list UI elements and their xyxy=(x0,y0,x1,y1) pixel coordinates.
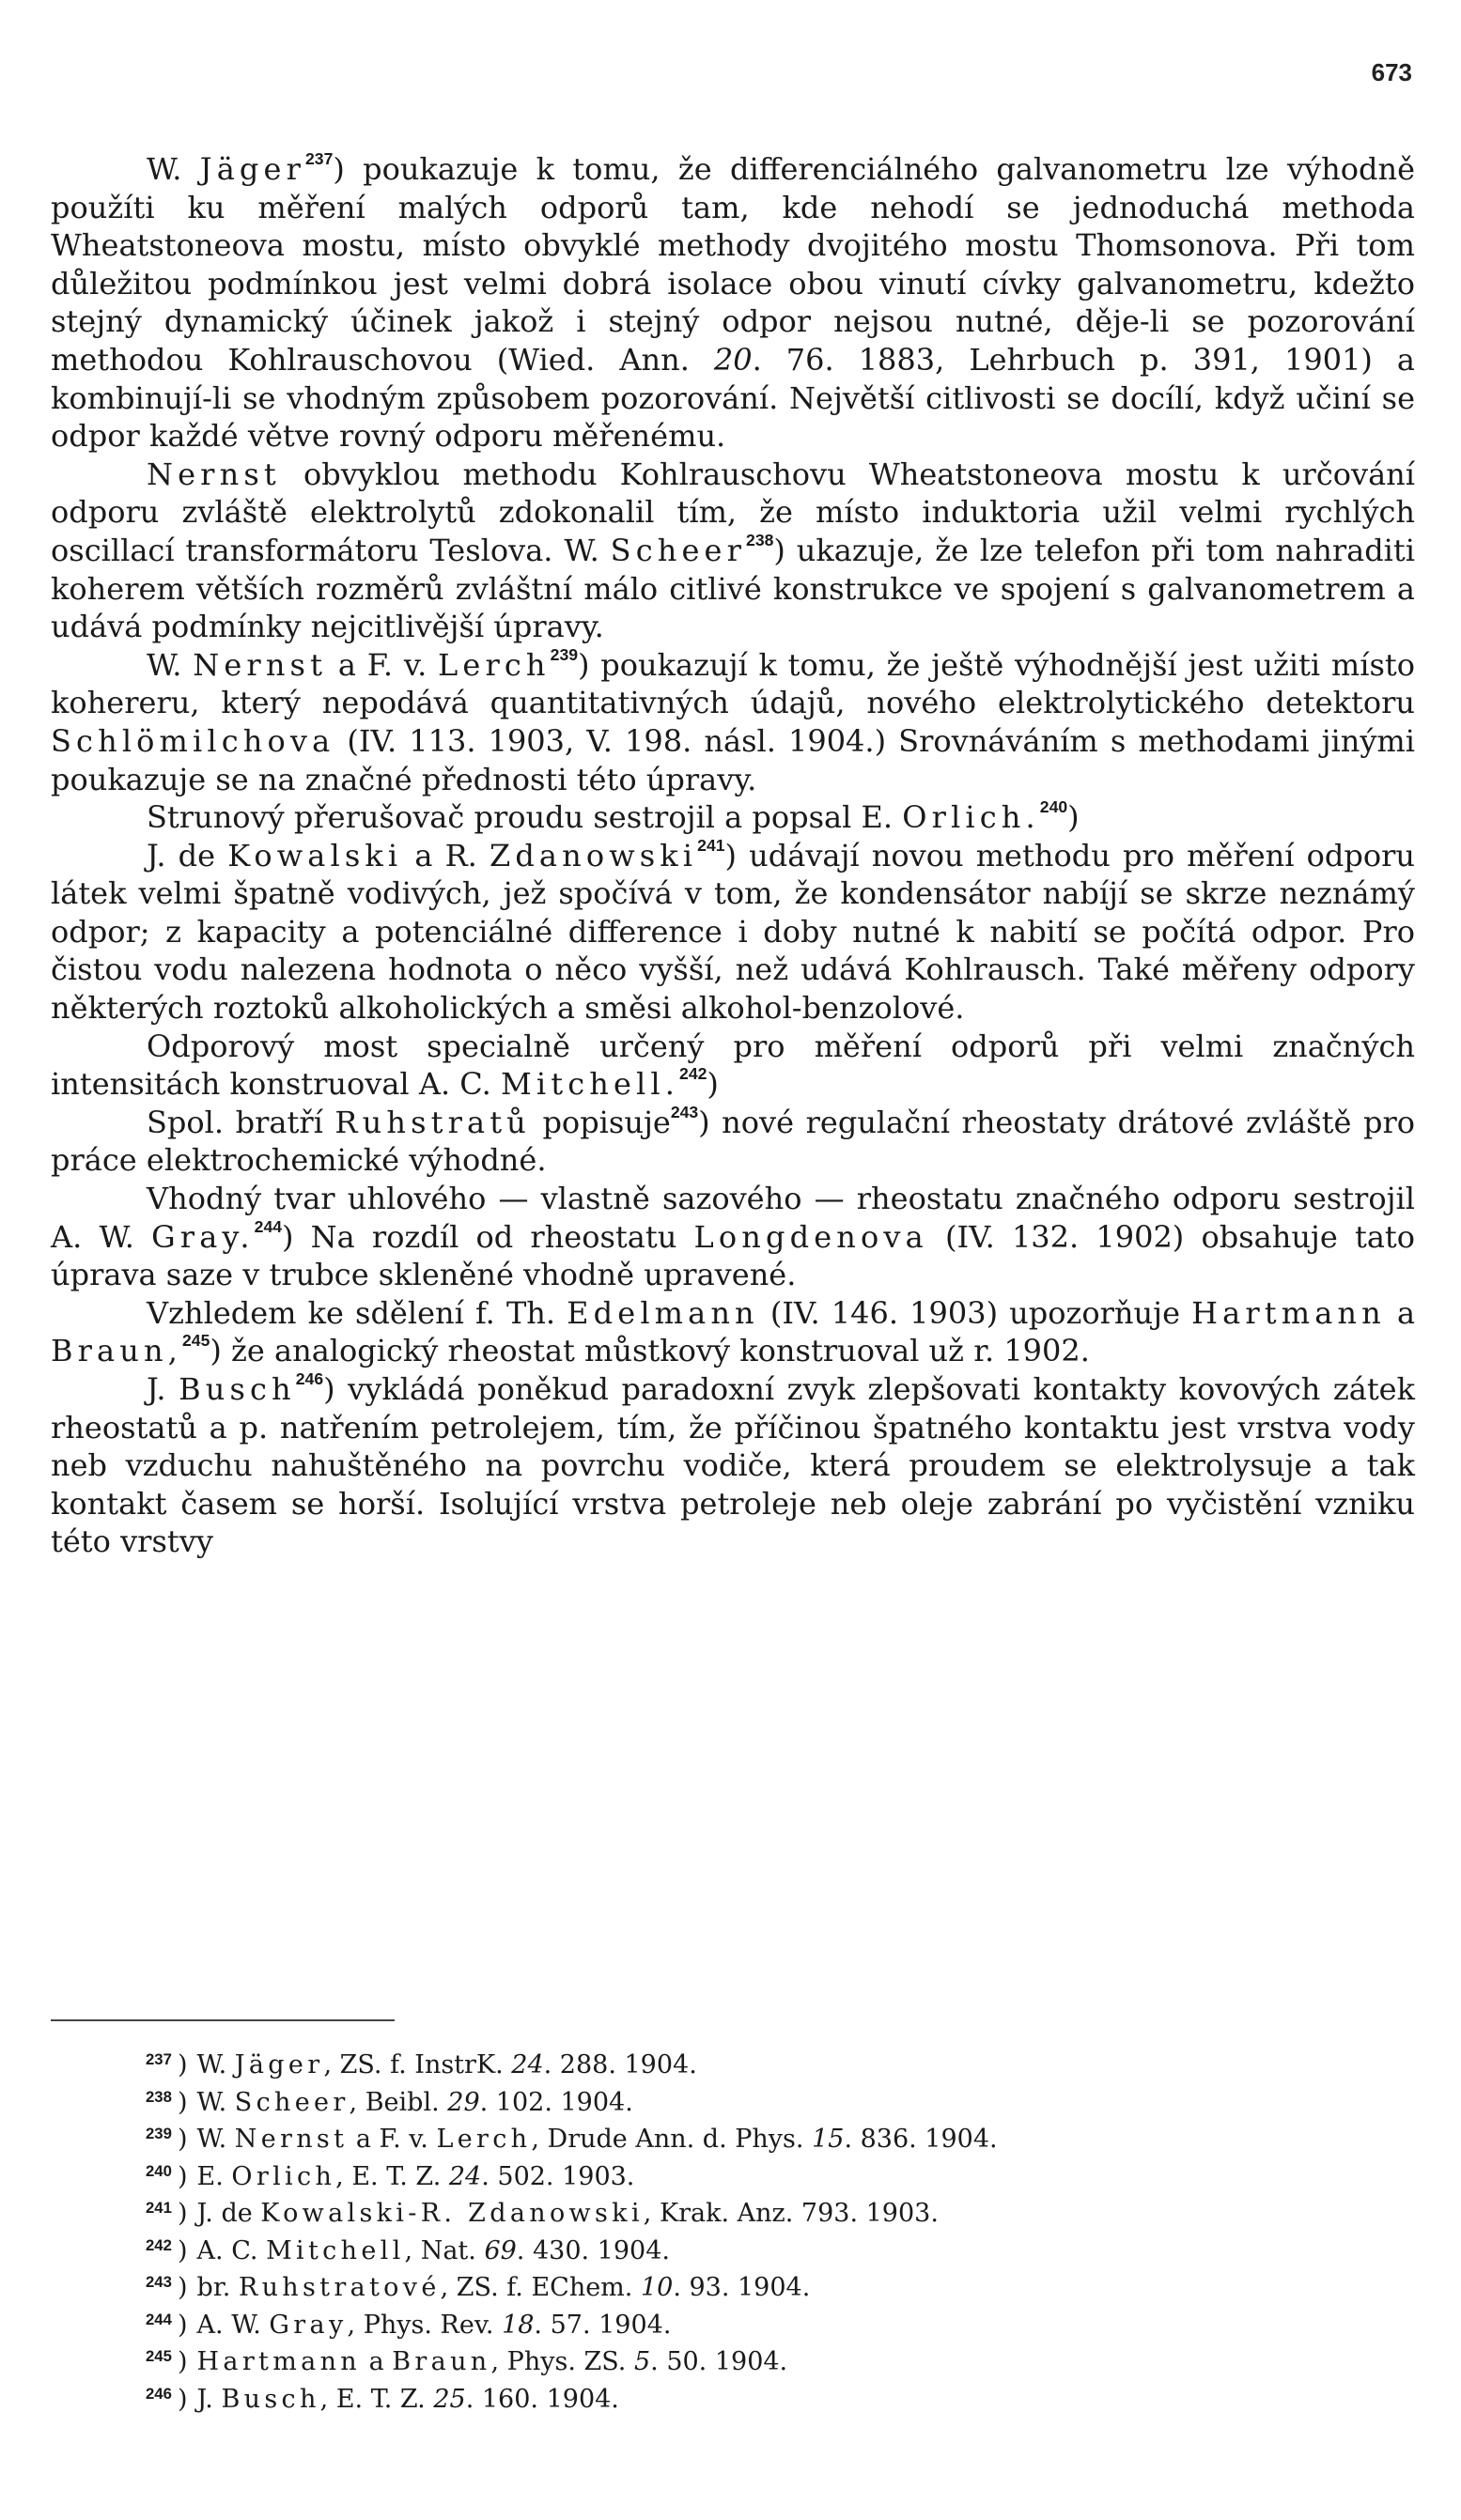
text-run: a R. xyxy=(402,837,490,873)
text-run: J. xyxy=(196,2384,222,2414)
text-run: A. C. xyxy=(196,2235,267,2265)
text-run: ) nové regulační rheostaty drátové zvláště pro práce elektrochemické výhodné. xyxy=(51,1104,1416,1179)
text-run: (IV. 146. 1903) upozorňuje xyxy=(758,1294,1192,1331)
volume-number: 29 xyxy=(447,2087,480,2117)
author-name: Gray. xyxy=(151,1218,255,1255)
paragraph xyxy=(51,837,1415,1028)
text-run: , Nat. xyxy=(404,2235,485,2265)
footnote-number: 242 xyxy=(146,2235,172,2254)
paragraph xyxy=(51,798,1415,837)
footnote-paren: ) xyxy=(178,2199,188,2229)
paragraph xyxy=(51,1028,1415,1104)
author-name: Kowalski-R. Zdanowski xyxy=(260,2199,644,2229)
text-run: Vzhledem ke sdělení f. Th. xyxy=(147,1294,567,1331)
footnote-number: 246 xyxy=(146,2384,172,2403)
author-name: Nernst xyxy=(193,646,328,683)
footnote-divider xyxy=(51,2019,395,2021)
text-run: ) poukazuje k tomu, že differenciálného galvanometru lze výhodně použíti ku měření malých odporů tam, kde nehodí se jednoduchá methoda Wheatstoneova mostu, místo obvyklé methody dvojitého mostu Thomsonova. Při tom důležitou podmínkou jest velmi dobrá isolace obou vinutí cívky galvanometru, kdežto stejný dynamický účinek jakož i stejný odpor nejsou nutné, děje-li se pozorování methodou Kohlrauschovou (Wied. Ann. xyxy=(51,151,1416,378)
footnote-number: 243 xyxy=(146,2273,172,2291)
footnote-paren: ) xyxy=(178,2087,188,2117)
author-name: Ruhstratové xyxy=(238,2273,441,2303)
footnote xyxy=(146,2378,1367,2416)
text-run: W. xyxy=(196,2050,235,2080)
footnote xyxy=(146,2230,1367,2267)
paragraph xyxy=(51,456,1415,646)
text-run: , Krak. Anz. 793. 1903. xyxy=(643,2199,939,2229)
author-name: Busch xyxy=(221,2384,320,2414)
text-run: , ZS. f. EChem. xyxy=(440,2273,641,2303)
text-run: Spol. bratří xyxy=(147,1104,335,1140)
author-name: Orlich. xyxy=(902,799,1040,836)
author-name: Hartmann xyxy=(196,2347,361,2377)
text-run: ) vykládá poněkud paradoxní zvyk zlepšovati kontakty kovových zátek rheostatů a p. natřením petrolejem, tím, že příčinou špatného kontaktu jest vrstva vody neb vzduchu nahuštěného na povrchu vodiče, která proudem se elektrolysuje a tak kontakt časem se horší. Isolující vrstva petroleje neb oleje zabrání po vyčistění vzniku této vrstvy xyxy=(51,1371,1416,1560)
footnote-reference[interactable]: 243 xyxy=(670,1103,699,1122)
author-name: Schlömilchova xyxy=(51,722,335,759)
author-name: Edelmann xyxy=(567,1294,759,1331)
author-name: Gray xyxy=(269,2310,348,2340)
paragraph xyxy=(51,1370,1415,1561)
text-run: , E. T. Z. xyxy=(319,2384,434,2414)
footnote xyxy=(146,2081,1367,2119)
text-run: (IV. 132. 1902) obsahuje tato úprava saze v trubce skleněné vhodně upravené. xyxy=(51,1218,1416,1293)
text-run: J. xyxy=(147,1371,179,1407)
volume-number: 24 xyxy=(511,2050,544,2080)
footnote xyxy=(146,2266,1367,2304)
author-name: Braun xyxy=(392,2347,491,2377)
text-run: A. W. xyxy=(196,2310,270,2340)
paragraph xyxy=(51,1294,1415,1370)
text-run: W. xyxy=(196,2087,235,2117)
text-run: W. xyxy=(147,646,194,683)
author-name: Longdenova xyxy=(693,1218,928,1255)
author-name: Busch xyxy=(179,1371,296,1407)
text-run: Vhodný tvar uhlového — vlastně sazového — rheostatu značného odporu sestrojil A. W. xyxy=(51,1181,1415,1255)
footnote-number: 239 xyxy=(146,2125,172,2142)
footnote-reference[interactable]: 244 xyxy=(254,1216,283,1236)
volume-number: 15 xyxy=(812,2125,845,2155)
footnote xyxy=(146,2192,1367,2230)
author-name: Lerch xyxy=(438,646,551,683)
text-run: . 93. 1904. xyxy=(673,2273,811,2303)
text-run: obvyklou methodu Kohlrauschovu Wheatstoneova mostu k určování odporu zvláště elektrolytů zdokonalil tím, že místo induktoria užil velmi rychlých oscillací transformátoru Teslova. W. xyxy=(51,456,1415,568)
text-run: W. xyxy=(147,151,200,187)
text-run: . 76. 1883, Lehrbuch p. 391, 1901) a kombinují-li se vhodným způsobem pozorování. Největší citlivosti se docílí, když učiní se odpor každé větve rovný odporu měřenému. xyxy=(51,341,1416,455)
footnote-paren: ) xyxy=(178,2310,188,2340)
text-run: . 160. 1904. xyxy=(465,2384,619,2414)
footnote-reference[interactable]: 245 xyxy=(182,1331,210,1351)
volume-number: 24 xyxy=(448,2161,482,2191)
footnote-reference[interactable]: 238 xyxy=(746,531,774,550)
paragraph xyxy=(51,150,1415,456)
text-run: ) Na rozdíl od rheostatu xyxy=(282,1218,694,1255)
volume-number: 10 xyxy=(640,2273,674,2303)
footnote-reference[interactable]: 237 xyxy=(305,149,334,169)
text-run: ) ukazuje, že lze telefon při tom nahraditi koherem větších rozměrů zvláštní málo citlivé konstrukce ve spojení s galvanometrem a udává podmínky nejcitlivější úpravy. xyxy=(51,532,1416,645)
volume-number: 18 xyxy=(502,2310,535,2340)
author-name: Mitchell xyxy=(266,2235,405,2265)
footnote-reference[interactable]: 242 xyxy=(679,1064,707,1084)
author-name: Nernst xyxy=(234,2125,349,2155)
footnote xyxy=(146,2341,1367,2378)
footnote-paren: ) xyxy=(178,2161,188,2191)
footnote-paren: ) xyxy=(178,2235,188,2265)
footnote-number: 238 xyxy=(146,2087,172,2106)
footnote xyxy=(146,2156,1367,2193)
author-name: Scheer xyxy=(610,532,747,568)
footnote-reference[interactable]: 239 xyxy=(550,644,579,664)
text-run: a F. v. xyxy=(327,646,439,683)
text-run: ) poukazují k tomu, že ještě výhodnější jest užiti místo kohereru, který nepodává quantitativných údajů, nového elektrolytického detektoru xyxy=(51,646,1416,721)
author-name: Jäger xyxy=(234,2050,324,2080)
text-run: ) xyxy=(707,1066,719,1103)
text-run: . 288. 1904. xyxy=(543,2050,697,2080)
text-run: . 430. 1904. xyxy=(516,2235,670,2265)
footnote-reference[interactable]: 240 xyxy=(1039,797,1068,817)
footnote xyxy=(146,2044,1367,2081)
text-run: , Phys. ZS. xyxy=(490,2347,634,2377)
text-run: . 836. 1904. xyxy=(844,2125,998,2155)
footnote-paren: ) xyxy=(178,2347,188,2377)
author-name: Lerch xyxy=(436,2125,532,2155)
text-run: . 502. 1903. xyxy=(481,2161,635,2191)
footnote xyxy=(146,2118,1367,2156)
text-run: . 102. 1904. xyxy=(479,2087,633,2117)
text-run: , ZS. f. InstrK. xyxy=(323,2050,512,2080)
text-run: , Phys. Rev. xyxy=(347,2310,503,2340)
author-name: Nernst xyxy=(147,456,281,492)
text-run: Odporový most specialně určený pro měření odporů při velmi značných intensitách konstruoval A. C. xyxy=(51,1028,1415,1103)
footnotes xyxy=(146,2044,1367,2415)
author-name: Kowalski xyxy=(227,837,403,873)
author-name: Braun, xyxy=(51,1333,183,1369)
footnote-paren: ) xyxy=(178,2125,188,2155)
text-run: (IV. 113. 1903, V. 198. násl. 1904.) Srovnáváním s methodami jinými poukazuje se na značné přednosti této úpravy. xyxy=(51,722,1415,797)
footnote-paren: ) xyxy=(178,2050,188,2080)
text-run: W. xyxy=(196,2125,235,2155)
body-text xyxy=(51,150,1415,1561)
text-run: Strunový přerušovač proudu sestrojil a popsal E. xyxy=(147,799,903,836)
text-run: . 50. 1904. xyxy=(650,2347,788,2377)
text-run: E. xyxy=(196,2161,232,2191)
volume-number: 69 xyxy=(484,2235,517,2265)
text-run: br. xyxy=(196,2273,239,2303)
footnote-paren: ) xyxy=(178,2384,188,2414)
paragraph xyxy=(51,646,1415,798)
text-run: , E. T. Z. xyxy=(335,2161,449,2191)
footnote-number: 244 xyxy=(146,2310,172,2328)
author-name: Scheer xyxy=(234,2087,350,2117)
author-name: Jäger xyxy=(199,151,306,187)
footnote-reference[interactable]: 246 xyxy=(295,1369,324,1389)
footnote-paren: ) xyxy=(178,2273,188,2303)
text-run: popisuje xyxy=(530,1104,671,1140)
author-name: Hartmann xyxy=(1191,1294,1386,1331)
footnote-number: 245 xyxy=(146,2347,172,2365)
volume-number: 5 xyxy=(633,2347,651,2377)
paragraph xyxy=(51,1104,1415,1180)
page-number: 673 xyxy=(1371,58,1412,86)
footnote-number: 240 xyxy=(146,2161,172,2180)
text-run: ) že analogický rheostat můstkový konstruoval už r. 1902. xyxy=(210,1333,1090,1369)
text-run: . 57. 1904. xyxy=(534,2310,672,2340)
author-name: Orlich xyxy=(231,2161,336,2191)
author-name: Ruhstratů xyxy=(334,1104,531,1140)
text-run: , Drude Ann. d. Phys. xyxy=(531,2125,813,2155)
author-name: Mitchell. xyxy=(500,1066,680,1103)
text-run: a F. v. xyxy=(348,2125,437,2155)
text-run: ) udávají novou methodu pro měření odporu látek velmi špatně vodivých, jež spočívá v tom, že kondensátor nabíjí se skrze neznámý odpor; z kapacity a potenciálné difference i doby nutné k nabití se počítá odpor. Pro čistou vodu nalezena hodnota o něco vyšší, než udává Kohlrausch. Také měřeny odpory některých roztoků alkoholických a směsi alkohol-benzolové. xyxy=(51,837,1416,1027)
text-run: J. de xyxy=(147,837,228,873)
text-run: a xyxy=(361,2347,393,2377)
footnote-reference[interactable]: 241 xyxy=(697,835,725,855)
paragraph xyxy=(51,1180,1415,1294)
footnote-number: 237 xyxy=(146,2050,172,2068)
footnote xyxy=(146,2304,1367,2342)
volume-number: 25 xyxy=(433,2384,466,2414)
footnote-number: 241 xyxy=(146,2199,172,2217)
text-run: , Beibl. xyxy=(349,2087,448,2117)
text-run: ) xyxy=(1067,799,1080,836)
text-run: J. de xyxy=(196,2199,261,2229)
volume-number: 20 xyxy=(713,341,753,378)
author-name: Zdanowski xyxy=(489,837,698,873)
text-run: a xyxy=(1385,1294,1416,1331)
